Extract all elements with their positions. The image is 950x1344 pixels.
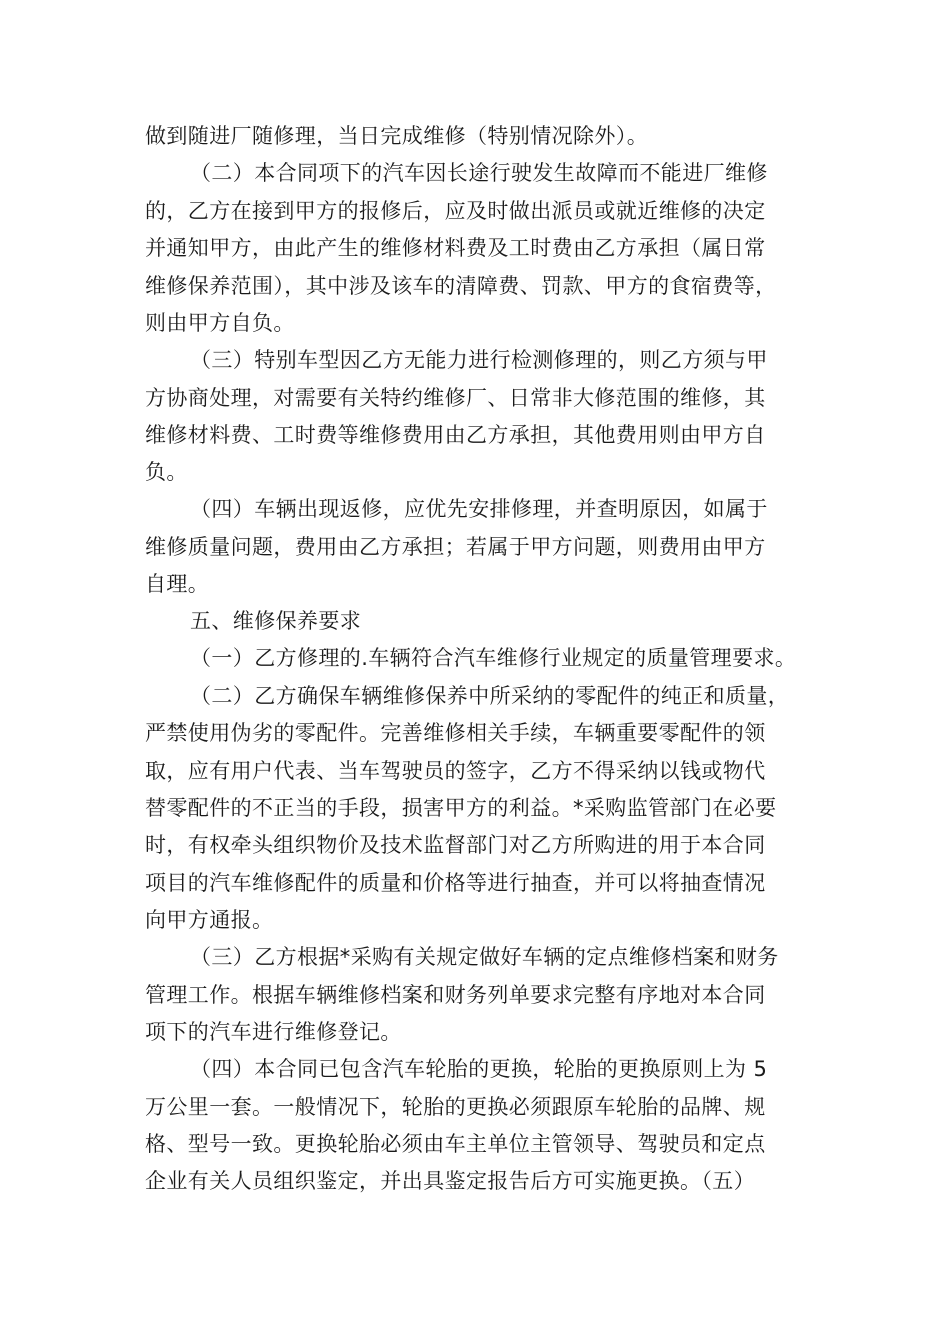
paragraph-line: 负。 [145, 460, 188, 484]
paragraph-line: 做到随进厂随修理，当日完成维修（特别情况除外）。 [145, 124, 649, 148]
paragraph-line: 自理。 [145, 572, 210, 596]
paragraph-line: 万公里一套。一般情况下，轮胎的更换必须跟原车轮胎的品牌、规 [145, 1095, 766, 1119]
paragraph-line: 方协商处理，对需要有关特约维修厂、日常非大修范围的维修，其 [145, 386, 766, 410]
paragraph-line: 的，乙方在接到甲方的报修后，应及时做出派员或就近维修的决定 [145, 199, 766, 223]
paragraph-line: 维修质量问题，费用由乙方承担；若属于甲方问题，则费用由甲方 [145, 535, 766, 559]
paragraph-line: （二）本合同项下的汽车因长途行驶发生故障而不能进厂维修 [190, 161, 768, 185]
paragraph-line: 项下的汽车进行维修登记。 [145, 1020, 402, 1044]
paragraph-line: 管理工作。根据车辆维修档案和财务列单要求完整有序地对本合同 [145, 983, 766, 1007]
paragraph-line: 维修材料费、工时费等维修费用由乙方承担，其他费用则由甲方自 [145, 423, 766, 447]
paragraph-line: 维修保养范围），其中涉及该车的清障费、罚款、甲方的食宿费等， [145, 274, 777, 298]
paragraph-line: 项目的汽车维修配件的质量和价格等进行抽查，并可以将抽查情况 [145, 871, 766, 895]
paragraph-line: 并通知甲方，由此产生的维修材料费及工时费由乙方承担（属日常 [145, 236, 766, 260]
paragraph-line: 向甲方通报。 [145, 908, 274, 932]
paragraph-line: （四）本合同已包含汽车轮胎的更换，轮胎的更换原则上为 5 [190, 1057, 768, 1081]
paragraph-line: 企业有关人员组织鉴定，并出具鉴定报告后方可实施更换。（五） [145, 1169, 756, 1193]
paragraph-line: 格、型号一致。更换轮胎必须由车主单位主管领导、驾驶员和定点 [145, 1132, 766, 1156]
paragraph-line: 时，有权牵头组织物价及技术监督部门对乙方所购进的用于本合同 [145, 833, 766, 857]
section-heading: 五、维修保养要求 [190, 609, 362, 633]
paragraph-line: （二）乙方确保车辆维修保养中所采纳的零配件的纯正和质量， [190, 684, 790, 708]
paragraph-line: （三）特别车型因乙方无能力进行检测修理的，则乙方须与甲 [190, 348, 768, 372]
paragraph-line: （一）乙方修理的.车辆符合汽车维修行业规定的质量管理要求。 [190, 646, 797, 670]
paragraph-line: 严禁使用伪劣的零配件。完善维修相关手续，车辆重要零配件的领 [145, 721, 766, 745]
paragraph-line: （三）乙方根据*采购有关规定做好车辆的定点维修档案和财务 [190, 945, 779, 969]
paragraph-line: 替零配件的不正当的手段，损害甲方的利益。*采购监管部门在必要 [145, 796, 777, 820]
paragraph-line: 则由甲方自负。 [145, 311, 295, 335]
paragraph-line: 取，应有用户代表、当车驾驶员的签字，乙方不得采纳以钱或物代 [145, 759, 766, 783]
paragraph-line: （四）车辆出现返修，应优先安排修理，并查明原因，如属于 [190, 497, 768, 521]
